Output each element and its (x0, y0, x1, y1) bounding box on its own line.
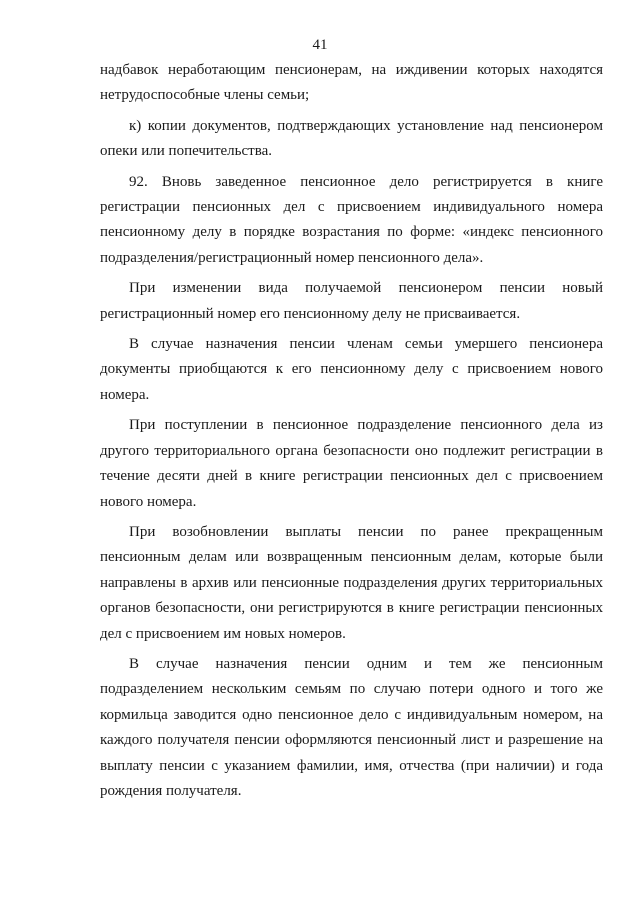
paragraph-several-families: В случае назначения пенсии одним и тем же пенсионным подразделением нескольким семьям по случаю потери одного и того же кормильца заводится одно пенсионное дело с индивидуальным номером, на каждого получателя пенсии оформляются пенсионный лист и разрешение на выплату пенсии с указанием фамилии, имя, отчества (при наличии) и года рождения получателя. (100, 655, 603, 799)
paragraph-pension-type-change: При изменении вида получаемой пенсионером пенсии новый регистрационный номер его пенсионному делу не присваивается. (100, 280, 603, 322)
paragraph-family-members: В случае назначения пенсии членам семьи умершего пенсионера документы приобщаются к его пенсионному делу с присвоением нового номера. (100, 336, 603, 403)
paragraph-transfer-registration: При поступлении в пенсионное подразделение пенсионного дела из другого территориального органа безопасности оно подлежит регистрации в течение десяти дней в книге регистрации пенсионных дел с присвоением нового номера. (100, 417, 603, 510)
paragraph-item-k: к) копии документов, подтверждающих установление над пенсионером опеки или попечительства. (100, 117, 603, 160)
paragraph-92: 92. Вновь заведенное пенсионное дело регистрируется в книге регистрации пенсионных дел с присвоением индивидуального номера пенсионному делу в порядке возрастания по форме: «индекс пенсионного подразделения/регистрационный номер пенсионного дела». (100, 173, 603, 266)
page-number: 41 (312, 37, 328, 53)
paragraph-resumed-payments: При возобновлении выплаты пенсии по ранее прекращенным пенсионным делам или возвращенным пенсионным делам, которые были направлены в архив или пенсионные подразделения других территориальных органов безопасности, они регистрируются в книге регистрации пенсионных дел с присвоением им новых номеров. (100, 523, 603, 642)
document-body (100, 58, 603, 809)
paragraph-continuation: надбавок неработающим пенсионерам, на иждивении которых находятся нетрудоспособные члены семьи; (100, 62, 603, 104)
